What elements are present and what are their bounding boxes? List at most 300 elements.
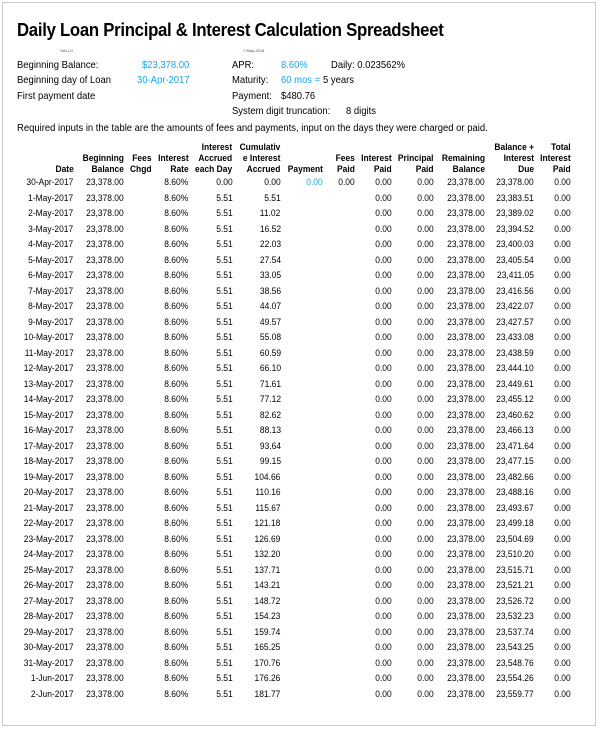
fees-charged-cell[interactable]	[125, 609, 153, 625]
table-cell	[233, 222, 281, 238]
fees-paid-cell[interactable]	[324, 206, 356, 222]
fees-charged-cell[interactable]	[125, 361, 153, 377]
table-cell	[435, 609, 486, 625]
table-cell	[75, 175, 125, 191]
table-cell	[233, 284, 281, 300]
payment-cell[interactable]	[282, 361, 324, 377]
table-cell	[435, 640, 486, 656]
fees-charged-cell[interactable]	[125, 284, 153, 300]
table-cell	[16, 687, 75, 703]
table-cell	[189, 206, 233, 222]
beginning-balance-value[interactable]: $23,378.00	[142, 59, 190, 71]
cell-value: 23,378.00	[85, 673, 124, 684]
fees-charged-cell[interactable]	[125, 501, 153, 517]
cell-value: 23,378.00	[85, 285, 124, 297]
payment-cell[interactable]	[282, 594, 324, 610]
table-cell	[486, 547, 535, 563]
fees-charged-cell[interactable]	[125, 175, 153, 191]
maturity-label: Maturity:	[232, 74, 269, 86]
table-cell	[486, 439, 535, 455]
column-header-line: Chgd	[129, 164, 152, 175]
fees-paid-cell[interactable]	[324, 640, 356, 656]
cell-value: 0.00	[374, 316, 392, 328]
table-cell	[189, 237, 233, 253]
table-cell	[486, 253, 535, 269]
table-row	[16, 671, 572, 687]
fees-charged-cell[interactable]	[125, 547, 153, 563]
table-cell	[16, 609, 75, 625]
payment-cell[interactable]	[282, 609, 324, 625]
fees-charged-cell[interactable]	[125, 485, 153, 501]
cell-value: 0.00	[374, 673, 392, 684]
payment-cell[interactable]	[282, 377, 324, 393]
cell-value: 0.00	[554, 642, 571, 653]
table-cell	[435, 454, 486, 470]
fees-paid-cell[interactable]	[324, 392, 356, 408]
table-cell	[356, 392, 393, 408]
cell-value: 22.03	[259, 239, 281, 250]
fees-charged-cell[interactable]	[125, 594, 153, 610]
cell-value: 0.00	[374, 471, 392, 483]
table-cell	[16, 222, 75, 238]
fees-charged-cell[interactable]	[125, 253, 153, 269]
cell-value: 8.60%	[164, 611, 189, 622]
cell-value: 23,378.00	[447, 208, 485, 219]
cell-value: 5.51	[264, 192, 281, 204]
fees-paid-cell[interactable]	[324, 222, 356, 238]
table-cell	[233, 640, 281, 656]
table-cell	[356, 408, 393, 424]
table-cell	[535, 609, 572, 625]
table-cell	[75, 470, 125, 486]
payment-cell[interactable]	[282, 315, 324, 331]
table-cell	[153, 485, 190, 501]
maturity-value[interactable]: 60 mos =	[281, 74, 321, 86]
column-header	[535, 142, 572, 175]
payment-cell[interactable]	[282, 563, 324, 579]
fees-paid-cell[interactable]	[324, 671, 356, 687]
fees-charged-cell[interactable]	[125, 330, 153, 346]
table-cell	[16, 501, 75, 517]
table-cell	[153, 346, 190, 362]
payment-cell[interactable]	[282, 330, 324, 346]
column-header-line: Balance	[452, 164, 485, 175]
table-cell	[153, 361, 190, 377]
cell-value: 0.00	[554, 409, 571, 421]
payment-cell[interactable]	[282, 206, 324, 222]
fees-charged-cell[interactable]	[125, 563, 153, 579]
instructions-note: Required inputs in the table are the amounts of fees and payments, input on the days they were charged or paid.	[17, 122, 488, 134]
cell-value: 23,537.74	[496, 626, 534, 638]
cell-value: 0.00	[374, 239, 392, 250]
table-cell	[392, 237, 435, 253]
table-cell	[16, 532, 75, 548]
table-cell	[535, 237, 572, 253]
table-cell	[535, 578, 572, 594]
table-row	[16, 625, 572, 641]
cell-value: 0.00	[374, 611, 392, 622]
table-row	[16, 346, 572, 362]
cell-value: 23,378.00	[496, 177, 534, 188]
cell-value: 66.10	[259, 363, 281, 374]
fees-paid-cell[interactable]	[324, 454, 356, 470]
column-header-line	[335, 142, 354, 153]
cell-value: 23,510.20	[496, 549, 534, 560]
cell-value: 0.00	[417, 425, 434, 436]
apr-value[interactable]: 8.60%	[281, 59, 308, 71]
fees-paid-cell[interactable]	[324, 346, 356, 362]
fees-charged-cell[interactable]	[125, 656, 153, 672]
column-header-line: Paid	[416, 164, 434, 175]
fees-charged-cell[interactable]	[125, 578, 153, 594]
fees-paid-cell[interactable]	[324, 470, 356, 486]
cell-value: 23,493.67	[496, 502, 534, 514]
fees-paid-cell[interactable]	[324, 253, 356, 269]
payment-cell[interactable]	[282, 625, 324, 641]
payment-cell[interactable]	[282, 191, 324, 207]
table-cell	[75, 237, 125, 253]
cell-value: 5.51	[215, 502, 233, 514]
table-cell	[233, 361, 281, 377]
fees-paid-cell[interactable]	[324, 594, 356, 610]
cell-value: 0.00	[554, 316, 571, 328]
table-cell	[233, 578, 281, 594]
payment-cell[interactable]	[282, 423, 324, 439]
cell-value: 38.56	[259, 285, 281, 297]
fees-charged-cell[interactable]	[125, 315, 153, 331]
payment-cell[interactable]	[282, 470, 324, 486]
fees-charged-cell[interactable]	[125, 454, 153, 470]
table-cell	[75, 377, 125, 393]
fees-charged-cell[interactable]	[125, 516, 153, 532]
cell-value: 0.00	[417, 301, 434, 312]
fees-charged-cell[interactable]	[125, 423, 153, 439]
cell-value: 23,378.00	[447, 564, 485, 576]
fees-paid-cell[interactable]	[324, 175, 356, 191]
cell-value: 22-May-2017	[23, 518, 74, 529]
cell-value: 121.18	[254, 518, 281, 529]
table-cell	[75, 268, 125, 284]
fees-paid-cell[interactable]	[324, 268, 356, 284]
payment-cell[interactable]	[282, 237, 324, 253]
table-cell	[435, 377, 486, 393]
cell-value: 0.00	[417, 239, 434, 250]
cell-value: 23,378.00	[447, 657, 485, 669]
payment-cell[interactable]	[282, 687, 324, 703]
table-cell	[356, 656, 393, 672]
fees-charged-cell[interactable]	[125, 392, 153, 408]
table-cell	[356, 516, 393, 532]
fees-paid-cell[interactable]	[324, 439, 356, 455]
cell-value: 0.00	[374, 409, 392, 421]
cell-value: 0.00	[417, 192, 434, 204]
cell-value: 0.00	[554, 657, 571, 669]
cell-value: 5.51	[215, 518, 233, 529]
table-cell	[392, 563, 435, 579]
fees-paid-cell[interactable]	[324, 299, 356, 315]
table-cell	[486, 563, 535, 579]
cell-value: 0.00	[417, 611, 434, 622]
table-cell	[486, 299, 535, 315]
payment-cell[interactable]	[282, 656, 324, 672]
table-cell	[75, 346, 125, 362]
cell-value: 0.00	[374, 394, 392, 405]
table-cell	[189, 454, 233, 470]
table-cell	[153, 470, 190, 486]
fees-charged-cell[interactable]	[125, 237, 153, 253]
table-cell	[486, 516, 535, 532]
table-cell	[233, 454, 281, 470]
table-cell	[16, 377, 75, 393]
loan-schedule-table	[16, 142, 572, 702]
table-cell	[16, 516, 75, 532]
cell-value: 23,378.00	[447, 394, 485, 405]
fees-charged-cell[interactable]	[125, 640, 153, 656]
table-cell	[535, 222, 572, 238]
column-header	[125, 142, 153, 175]
fees-charged-cell[interactable]	[125, 687, 153, 703]
payment-cell[interactable]	[282, 485, 324, 501]
table-row	[16, 594, 572, 610]
cell-value: 0.00	[554, 533, 571, 545]
cell-value: 165.25	[254, 642, 281, 653]
fees-paid-cell[interactable]	[324, 609, 356, 625]
cell-value: 0.00	[417, 533, 434, 545]
fees-paid-cell[interactable]	[324, 237, 356, 253]
payment-cell[interactable]	[282, 253, 324, 269]
fees-charged-cell[interactable]	[125, 377, 153, 393]
cell-value: 5.51	[215, 223, 233, 235]
cell-value: 23,438.59	[496, 347, 534, 359]
table-cell	[486, 625, 535, 641]
fees-charged-cell[interactable]	[125, 532, 153, 548]
fees-charged-cell[interactable]	[125, 206, 153, 222]
table-cell	[189, 609, 233, 625]
table-cell	[486, 408, 535, 424]
table-cell	[233, 392, 281, 408]
table-cell	[153, 439, 190, 455]
payment-cell[interactable]	[282, 392, 324, 408]
cell-value: 0.00	[417, 208, 434, 219]
cell-value: 23,526.72	[496, 595, 534, 607]
table-cell	[16, 361, 75, 377]
fees-charged-cell[interactable]	[125, 346, 153, 362]
cell-value: 5.51	[215, 285, 233, 297]
cell-value: 148.72	[254, 595, 281, 607]
payment-cell[interactable]	[282, 299, 324, 315]
payment-cell[interactable]	[282, 671, 324, 687]
table-cell	[233, 206, 281, 222]
fees-charged-cell[interactable]	[125, 625, 153, 641]
payment-cell[interactable]	[282, 268, 324, 284]
cell-value: 9-May-2017	[28, 316, 74, 328]
fees-paid-cell[interactable]	[324, 377, 356, 393]
fees-paid-cell[interactable]	[324, 408, 356, 424]
table-cell	[233, 656, 281, 672]
fees-charged-cell[interactable]	[125, 268, 153, 284]
cell-value: 5.51	[215, 316, 233, 328]
payment-cell[interactable]	[282, 175, 324, 191]
cell-value: 8.60%	[164, 440, 189, 452]
table-cell	[16, 330, 75, 346]
cell-value: 5.51	[215, 332, 233, 343]
fees-charged-cell[interactable]	[125, 191, 153, 207]
table-cell	[16, 284, 75, 300]
fees-paid-cell[interactable]	[324, 563, 356, 579]
column-header-line	[82, 142, 123, 153]
cell-value: 5.51	[215, 456, 233, 467]
cell-value: 0.00	[374, 518, 392, 529]
payment-cell[interactable]	[282, 578, 324, 594]
table-cell	[392, 423, 435, 439]
table-cell	[486, 361, 535, 377]
column-header	[282, 142, 324, 175]
cell-value: 8.60%	[164, 425, 189, 436]
cell-value: 5.51	[215, 642, 233, 653]
table-cell	[153, 315, 190, 331]
fees-paid-cell[interactable]	[324, 687, 356, 703]
table-cell	[356, 578, 393, 594]
table-cell	[75, 423, 125, 439]
cell-value: 23,378.00	[85, 425, 124, 436]
cell-value: 11-May-2017	[24, 347, 74, 359]
cell-value: 5.51	[215, 611, 233, 622]
column-header-line: Fees	[132, 153, 152, 164]
tiny-label-right: 7-May-2018	[243, 48, 265, 53]
cell-value: 8.60%	[164, 580, 189, 591]
table-cell	[356, 563, 393, 579]
table-cell	[435, 253, 486, 269]
cell-value: 0.00	[417, 642, 434, 653]
fees-paid-cell[interactable]	[324, 191, 356, 207]
cell-value: 30-Apr-2017	[26, 177, 74, 188]
table-row	[16, 222, 572, 238]
payment-cell[interactable]	[282, 346, 324, 362]
cell-value: 0.00	[417, 626, 434, 638]
fees-paid-cell[interactable]	[324, 547, 356, 563]
fees-charged-cell[interactable]	[125, 439, 153, 455]
cell-value: 23,466.13	[496, 425, 534, 436]
cell-value: 0.00	[374, 347, 392, 359]
beginning-day-value[interactable]: 30-Apr-2017	[137, 74, 190, 86]
table-cell	[392, 640, 435, 656]
table-cell	[153, 284, 190, 300]
table-cell	[356, 361, 393, 377]
cell-value: 23,378.00	[447, 347, 485, 359]
table-cell	[486, 377, 535, 393]
cell-value: 0.00	[374, 254, 392, 266]
cell-value: 23,378.00	[447, 595, 485, 607]
payment-cell[interactable]	[282, 501, 324, 517]
fees-paid-cell[interactable]	[324, 625, 356, 641]
table-cell	[75, 640, 125, 656]
cell-value: 0.00	[417, 254, 434, 266]
payment-cell[interactable]	[282, 532, 324, 548]
fees-charged-cell[interactable]	[125, 408, 153, 424]
payment-cell[interactable]	[282, 408, 324, 424]
table-cell	[486, 206, 535, 222]
fees-paid-cell[interactable]	[324, 501, 356, 517]
table-cell	[356, 423, 393, 439]
payment-cell[interactable]	[282, 516, 324, 532]
fees-paid-cell[interactable]	[324, 532, 356, 548]
payment-cell[interactable]	[282, 284, 324, 300]
table-cell	[435, 315, 486, 331]
payment-cell[interactable]	[282, 547, 324, 563]
table-cell	[153, 501, 190, 517]
cell-value: 0.00	[417, 487, 434, 498]
payment-cell[interactable]	[282, 439, 324, 455]
table-cell	[189, 439, 233, 455]
table-cell	[75, 516, 125, 532]
fees-charged-cell[interactable]	[125, 222, 153, 238]
table-cell	[16, 268, 75, 284]
table-cell	[392, 253, 435, 269]
table-cell	[16, 640, 75, 656]
column-header-line: e Interest	[243, 153, 281, 164]
table-cell	[392, 206, 435, 222]
column-header-line	[130, 142, 152, 153]
cell-value: 8.60%	[164, 316, 189, 328]
payment-cell[interactable]	[282, 222, 324, 238]
table-cell	[189, 594, 233, 610]
cell-value: 23,378.00	[447, 673, 485, 684]
table-cell	[189, 330, 233, 346]
table-cell	[75, 563, 125, 579]
cell-value: 10-May-2017	[23, 332, 74, 343]
fees-paid-cell[interactable]	[324, 516, 356, 532]
column-header	[153, 142, 190, 175]
fees-paid-cell[interactable]	[324, 330, 356, 346]
cell-value: 31-May-2017	[23, 657, 74, 669]
cell-value: 23,378.00	[447, 549, 485, 560]
cell-value: 60.59	[259, 347, 281, 359]
fees-paid-cell[interactable]	[324, 361, 356, 377]
table-cell	[535, 423, 572, 439]
fees-paid-cell[interactable]	[324, 656, 356, 672]
cell-value: 23,559.77	[496, 688, 534, 700]
table-cell	[486, 392, 535, 408]
table-cell	[189, 470, 233, 486]
cell-value: 0.00	[554, 580, 571, 591]
payment-cell[interactable]	[282, 454, 324, 470]
fees-paid-cell[interactable]	[324, 485, 356, 501]
fees-charged-cell[interactable]	[125, 671, 153, 687]
table-row	[16, 392, 572, 408]
fees-charged-cell[interactable]	[125, 299, 153, 315]
cell-value: 0.00	[554, 502, 571, 514]
cell-value: 23,378.00	[447, 270, 485, 281]
table-cell	[153, 423, 190, 439]
cell-value: 0.00	[417, 270, 434, 281]
fees-paid-cell[interactable]	[324, 578, 356, 594]
column-header-line: Interest	[540, 153, 571, 164]
table-cell	[392, 392, 435, 408]
table-cell	[75, 454, 125, 470]
cell-value: 132.20	[254, 549, 281, 560]
payment-cell[interactable]	[282, 640, 324, 656]
fees-paid-cell[interactable]	[324, 284, 356, 300]
table-cell	[189, 656, 233, 672]
table-row	[16, 439, 572, 455]
cell-value: 0.00	[374, 363, 392, 374]
table-cell	[435, 594, 486, 610]
table-cell	[356, 191, 393, 207]
fees-paid-cell[interactable]	[324, 423, 356, 439]
fees-charged-cell[interactable]	[125, 470, 153, 486]
fees-paid-cell[interactable]	[324, 315, 356, 331]
table-cell	[356, 284, 393, 300]
